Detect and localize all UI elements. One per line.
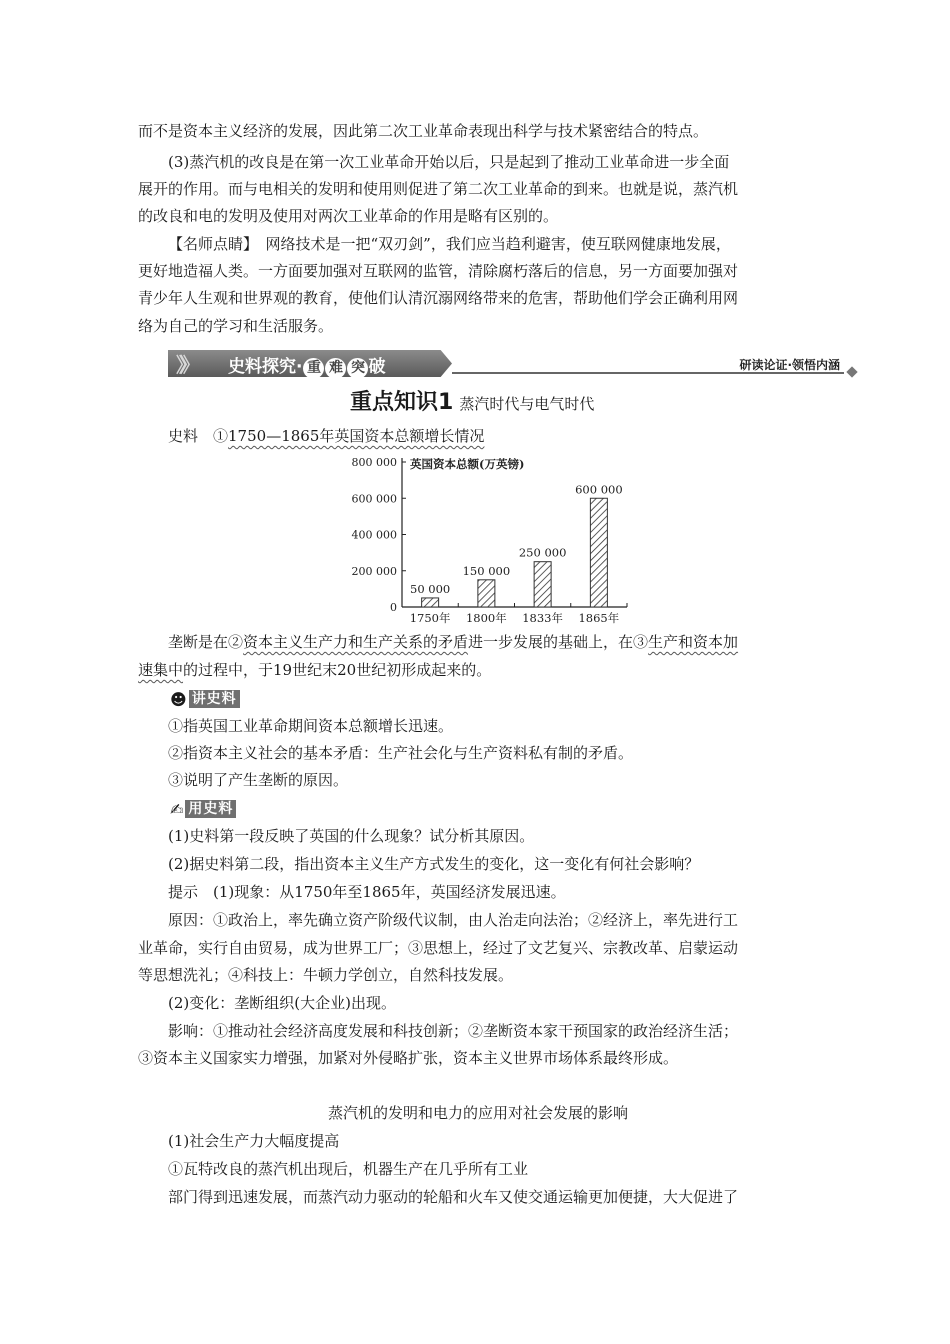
bar-value-label: 50 000	[410, 581, 451, 596]
source-caption-text: 1750—1865年英国资本总额增长情况	[228, 427, 485, 445]
pen-icon: ✍	[170, 799, 184, 819]
answer-line: ③资本主义国家实力增强，加紧对外侵略扩张，资本主义世界市场体系最终形成。	[138, 1049, 679, 1067]
answer-line: 业革命，实行自由贸易，成为世界工厂；③思想上，经过了文艺复兴、宗教改革、启蒙运动	[138, 939, 739, 957]
diamond-icon	[846, 366, 857, 377]
text-seg-underlined: 速集中	[138, 661, 184, 679]
text-seg-underlined: 生产和资本加	[648, 633, 739, 651]
answer-line: 等思想洗礼；④科技上：牛顿力学创立，自然科技发展。	[138, 966, 514, 984]
text-line: 而不是资本主义经济的发展，因此第二次工业革命表现出科学与技术紧密结合的特点。	[138, 122, 709, 140]
text-line: (1)社会生产力大幅度提高	[168, 1132, 340, 1150]
x-tick-label: 1800年	[465, 611, 507, 625]
bar	[590, 498, 607, 607]
bar	[534, 562, 551, 607]
text-seg: 的过程中，于19世纪末20世纪初形成起来的。	[183, 661, 492, 679]
section-title: 蒸汽机的发明和电力的应用对社会发展的影响	[327, 1104, 628, 1122]
text-seg: 进一步发展的基础上，在③	[468, 633, 649, 651]
bar-value-label: 250 000	[518, 545, 567, 560]
explain-tag	[170, 688, 240, 710]
text-line: 部门得到迅速发展，而蒸汽动力驱动的轮船和火车又使交通运输更加便捷，大大促进了	[168, 1188, 739, 1206]
chevron-right-icon: 》》	[176, 353, 194, 377]
answer-line: (2)变化：垄断组织(大企业)出现。	[168, 994, 396, 1012]
banner-title	[228, 352, 385, 379]
text-line: 络为自己的学习和生活服务。	[138, 317, 334, 335]
bar-value-label: 600 000	[575, 482, 623, 497]
teacher-note-label: 【名师点睛】	[168, 235, 251, 253]
chart-title: 英国资本总额(万英镑)	[410, 457, 525, 471]
teacher-note-line	[168, 233, 818, 255]
key-point-heading	[350, 388, 594, 419]
text-line: 的改良和电的发明及使用对两次工业革命的作用是略有区别的。	[138, 207, 559, 225]
text-line: ①瓦特改良的蒸汽机出现后，机器生产在几乎所有工业	[168, 1160, 529, 1178]
bar	[478, 580, 495, 607]
use-tag	[170, 798, 236, 820]
text-line	[138, 659, 818, 681]
text-line	[168, 631, 818, 653]
y-tick-label: 800 000	[351, 456, 397, 469]
section-banner	[168, 348, 858, 380]
x-tick-label: 1865年	[578, 611, 620, 625]
x-tick-label: 1750年	[409, 611, 451, 625]
bar	[422, 598, 439, 607]
text-seg: 垄断是在②	[168, 633, 244, 651]
x-tick-label: 1833年	[522, 611, 564, 625]
banner-char: 重	[303, 358, 324, 379]
key-point-number: 重点知识1	[350, 390, 454, 415]
question: (2)据史料第二段，指出资本主义生产方式发生的变化，这一变化有何社会影响？	[168, 855, 700, 873]
y-tick-label: 0	[390, 601, 397, 614]
explain-label: 讲史料	[189, 690, 240, 708]
bar-value-label: 150 000	[462, 563, 511, 578]
list-item: ②指资本主义社会的基本矛盾：生产社会化与生产资料私有制的矛盾。	[168, 744, 634, 762]
banner-char: 突	[347, 358, 368, 379]
text-line: 展开的作用。而与电相关的发明和使用则促进了第二次工业革命的到来。也就是说，蒸汽机	[138, 180, 739, 198]
teacher-icon: ☻	[170, 689, 187, 709]
list-item: ①指英国工业革命期间资本总额增长迅速。	[168, 717, 454, 735]
y-tick-label: 400 000	[351, 528, 397, 542]
y-tick-label: 600 000	[351, 492, 397, 506]
text-line: (3)蒸汽机的改良是在第一次工业革命开始以后，只是起到了推动工业革命进一步全面	[168, 153, 730, 171]
banner-subtitle: 研读论证·领悟内涵	[739, 358, 840, 372]
key-point-title: 蒸汽时代与电气时代	[459, 395, 595, 413]
teacher-note-text: 网络技术是一把“双刃剑”，我们应当趋利避害，使互联网健康地发展，	[250, 235, 731, 253]
text-seg-underlined: 资本主义生产力和生产关系的矛盾	[243, 633, 469, 651]
banner-char: 难	[325, 358, 346, 379]
use-label: 用史料	[185, 800, 236, 818]
text-line: 更好地造福人类。一方面要加强对互联网的监管，清除腐朽落后的信息，另一方面要加强对	[138, 262, 739, 280]
capital-bar-chart	[340, 450, 640, 630]
y-tick-label: 200 000	[351, 564, 397, 578]
banner-title-c: 破	[368, 357, 386, 377]
question: (1)史料第一段反映了英国的什么现象？试分析其原因。	[168, 827, 535, 845]
answer-line: 影响：①推动社会经济高度发展和科技创新；②垄断资本家干预国家的政治经济生活；	[168, 1022, 739, 1040]
source-caption	[168, 425, 818, 447]
list-item: ③说明了产生垄断的原因。	[168, 771, 349, 789]
answer-line: 原因：①政治上，率先确立资产阶级代议制，由人治走向法治；②经济上，率先进行工	[168, 911, 739, 929]
banner-title-a: 史料探究·	[228, 357, 303, 377]
answer-line: 提示 (1)现象：从1750年至1865年，英国经济发展迅速。	[168, 883, 566, 901]
text-line: 青少年人生观和世界观的教育，使他们认清沉溺网络带来的危害，帮助他们学会正确利用网	[138, 289, 739, 307]
source-label: 史料 ①	[168, 427, 229, 445]
